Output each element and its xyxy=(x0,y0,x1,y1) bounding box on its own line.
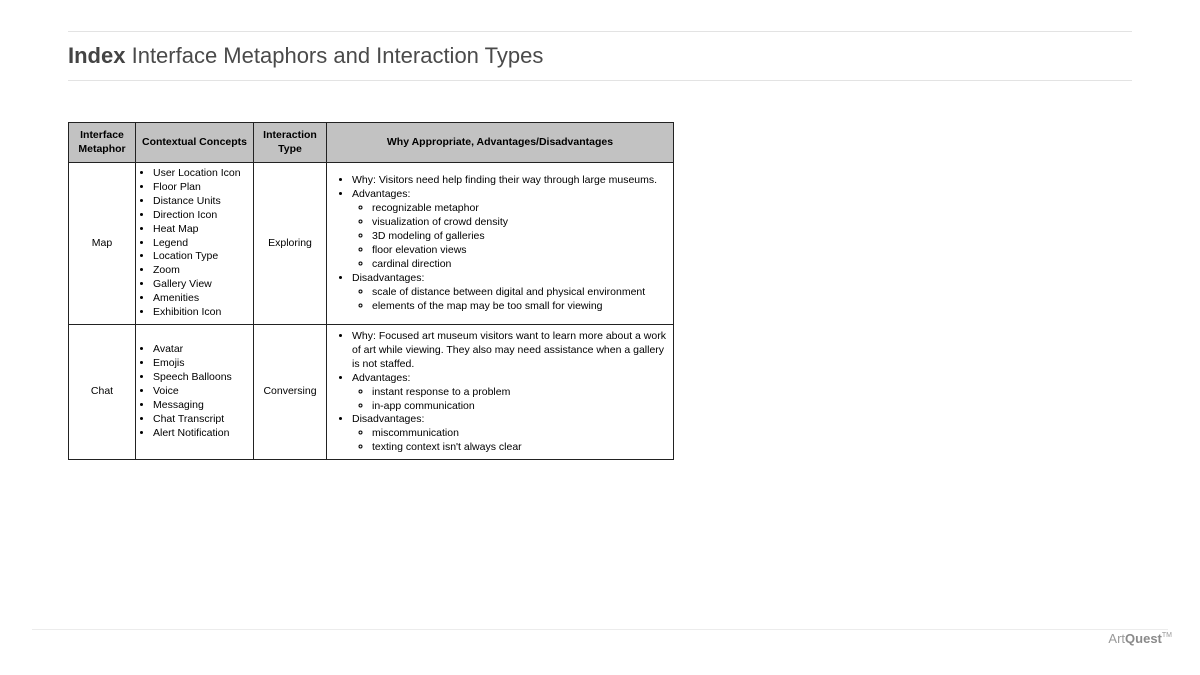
page-title xyxy=(68,41,543,71)
column-header: Interface Metaphor xyxy=(69,123,136,163)
page-title-rest: Interface Metaphors and Interaction Types xyxy=(131,43,544,68)
why-text: • Why: Focused art museum visitors want to learn more about a work of art while viewing. They also may need assistance when a gallery is not staffed. xyxy=(352,330,667,372)
list-item: ◦ instant response to a problem xyxy=(372,386,667,400)
list-item: • Location Type xyxy=(153,250,249,264)
list-item: ◦ 3D modeling of galleries xyxy=(372,230,667,244)
why-cell xyxy=(327,163,674,325)
list-item: • Legend xyxy=(153,237,249,251)
list-item: • Floor Plan xyxy=(153,181,249,195)
artquest-logo xyxy=(1108,631,1172,646)
list-item: • Messaging xyxy=(153,399,249,413)
advantages-list xyxy=(352,202,667,272)
list-item: ◦ in-app communication xyxy=(372,400,667,414)
list-item: • Gallery View xyxy=(153,278,249,292)
list-item: ◦ recognizable metaphor xyxy=(372,202,667,216)
column-header: Interaction Type xyxy=(254,123,327,163)
advantages-label: Advantages: xyxy=(352,371,411,384)
list-item: • Zoom xyxy=(153,264,249,278)
advantages-label: Advantages: xyxy=(352,188,411,201)
logo-trademark: TM xyxy=(1161,632,1172,639)
table-header-row xyxy=(69,123,674,163)
concepts-list xyxy=(136,163,253,324)
list-item: • Avatar xyxy=(153,343,249,357)
advantages-item xyxy=(352,188,667,271)
list-item: ◦ visualization of crowd density xyxy=(372,216,667,230)
disadvantages-list xyxy=(352,427,667,455)
metaphor-cell: Map xyxy=(69,163,136,325)
disadvantages-list xyxy=(352,286,667,314)
concepts-cell xyxy=(136,163,254,325)
list-item: ◦ floor elevation views xyxy=(372,244,667,258)
logo-art: Art xyxy=(1108,631,1126,646)
list-item: ◦ miscommunication xyxy=(372,427,667,441)
list-item: • Alert Notification xyxy=(153,427,249,441)
metaphor-cell: Chat xyxy=(69,324,136,459)
list-item: ◦ texting context isn't always clear xyxy=(372,441,667,455)
page-title-bold: Index xyxy=(68,43,126,68)
list-item: ◦ scale of distance between digital and physical environment xyxy=(372,286,667,300)
list-item: ◦ elements of the map may be too small for viewing xyxy=(372,300,667,314)
column-header: Contextual Concepts xyxy=(136,123,254,163)
list-item: • Exhibition Icon xyxy=(153,306,249,320)
metaphor-table xyxy=(68,122,674,460)
list-item: • Amenities xyxy=(153,292,249,306)
table-row xyxy=(69,163,674,325)
list-item: • Emojis xyxy=(153,357,249,371)
why-list xyxy=(327,325,673,459)
why-cell xyxy=(327,324,674,459)
logo-quest: Quest xyxy=(1125,631,1162,646)
why-text: • Why: Visitors need help finding their way through large museums. xyxy=(352,174,667,188)
column-header: Why Appropriate, Advantages/Disadvantages xyxy=(327,123,674,163)
interaction-cell: Conversing xyxy=(254,324,327,459)
list-item: • Heat Map xyxy=(153,223,249,237)
list-item: • Distance Units xyxy=(153,195,249,209)
concepts-list xyxy=(136,339,253,444)
title-divider xyxy=(68,80,1132,81)
table-row xyxy=(69,324,674,459)
disadvantages-label: Disadvantages: xyxy=(352,271,425,284)
list-item: ◦ cardinal direction xyxy=(372,258,667,272)
advantages-item xyxy=(352,372,667,414)
list-item: • Speech Balloons xyxy=(153,371,249,385)
disadvantages-label: Disadvantages: xyxy=(352,413,425,426)
list-item: • User Location Icon xyxy=(153,167,249,181)
list-item: • Voice xyxy=(153,385,249,399)
footer-divider xyxy=(32,629,1168,630)
why-list xyxy=(327,169,673,317)
concepts-cell xyxy=(136,324,254,459)
list-item: • Chat Transcript xyxy=(153,413,249,427)
advantages-list xyxy=(352,386,667,414)
disadvantages-item xyxy=(352,413,667,455)
disadvantages-item xyxy=(352,272,667,314)
list-item: • Direction Icon xyxy=(153,209,249,223)
top-divider xyxy=(68,31,1132,32)
interaction-cell: Exploring xyxy=(254,163,327,325)
